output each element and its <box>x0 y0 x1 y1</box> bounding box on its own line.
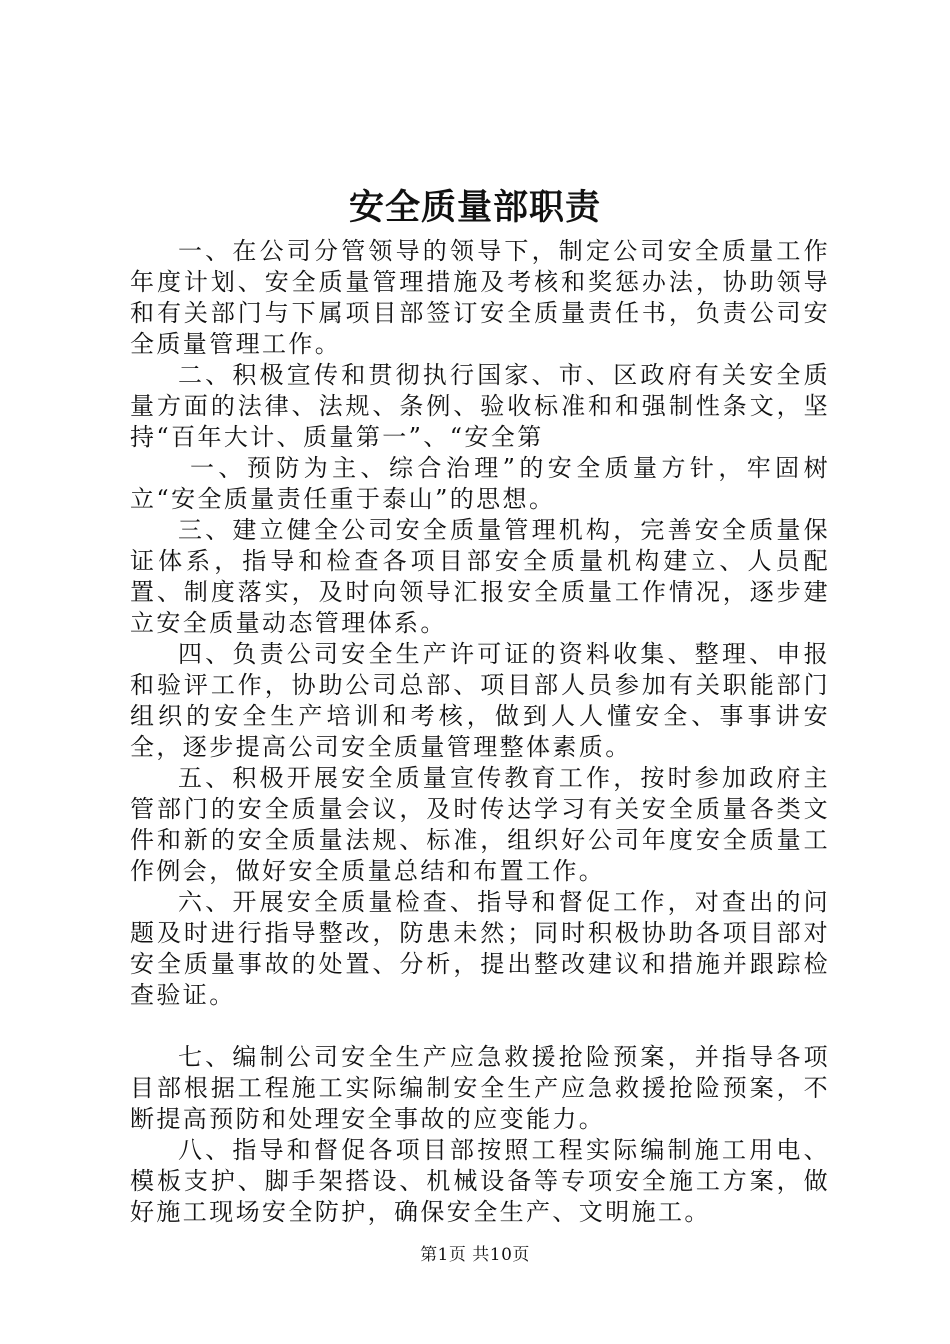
page-title: 安全质量部职责 <box>348 187 601 228</box>
page-footer: 第1页 共10页 <box>420 1245 530 1265</box>
paragraph-2: 二、积极宣传和贯彻执行国家、市、区政府有关安全质量方面的法律、法规、条例、验收标准和和强制性条文，坚持“百年大计、质量第一”、“安全第 <box>130 361 830 451</box>
paragraph-3: 一、预防为主、综合治理”的安全质量方针，牢固树立“安全质量责任重于泰山”的思想。 <box>130 454 830 513</box>
paragraph-8: 七、编制公司安全生产应急救援抢险预案，并指导各项目部根据工程施工实际编制安全生产应急救援抢险预案，不断提高预防和处理安全事故的应变能力。 <box>130 1043 830 1133</box>
paragraph-1: 一、在公司分管领导的领导下，制定公司安全质量工作年度计划、安全质量管理措施及考核和奖惩办法，协助领导和有关部门与下属项目部签订安全质量责任书，负责公司安全质量管理工作。 <box>130 237 830 358</box>
document-body <box>130 236 830 1228</box>
paragraph-7: 六、开展安全质量检查、指导和督促工作，对查出的问题及时进行指导整改，防患未然；同时积极协助各项目部对安全质量事故的处置、分析，提出整改建议和措施并跟踪检查验证。 <box>130 888 830 1009</box>
paragraph-5: 四、负责公司安全生产许可证的资料收集、整理、申报和验评工作，协助公司总部、项目部人员参加有关职能部门组织的安全生产培训和考核，做到人人懂安全、事事讲安全，逐步提高公司安全质量管理整体素质。 <box>130 640 830 761</box>
paragraph-4: 三、建立健全公司安全质量管理机构，完善安全质量保证体系，指导和检查各项目部安全质量机构建立、人员配置、制度落实，及时向领导汇报安全质量工作情况，逐步建立安全质量动态管理体系。 <box>130 516 830 637</box>
paragraph-6: 五、积极开展安全质量宣传教育工作，按时参加政府主管部门的安全质量会议，及时传达学习有关安全质量各类文件和新的安全质量法规、标准，组织好公司年度安全质量工作例会，做好安全质量总结和布置工作。 <box>130 764 830 885</box>
paragraph-9: 八、指导和督促各项目部按照工程实际编制施工用电、模板支护、脚手架搭设、机械设备等专项安全施工方案，做好施工现场安全防护，确保安全生产、文明施工。 <box>130 1136 830 1226</box>
